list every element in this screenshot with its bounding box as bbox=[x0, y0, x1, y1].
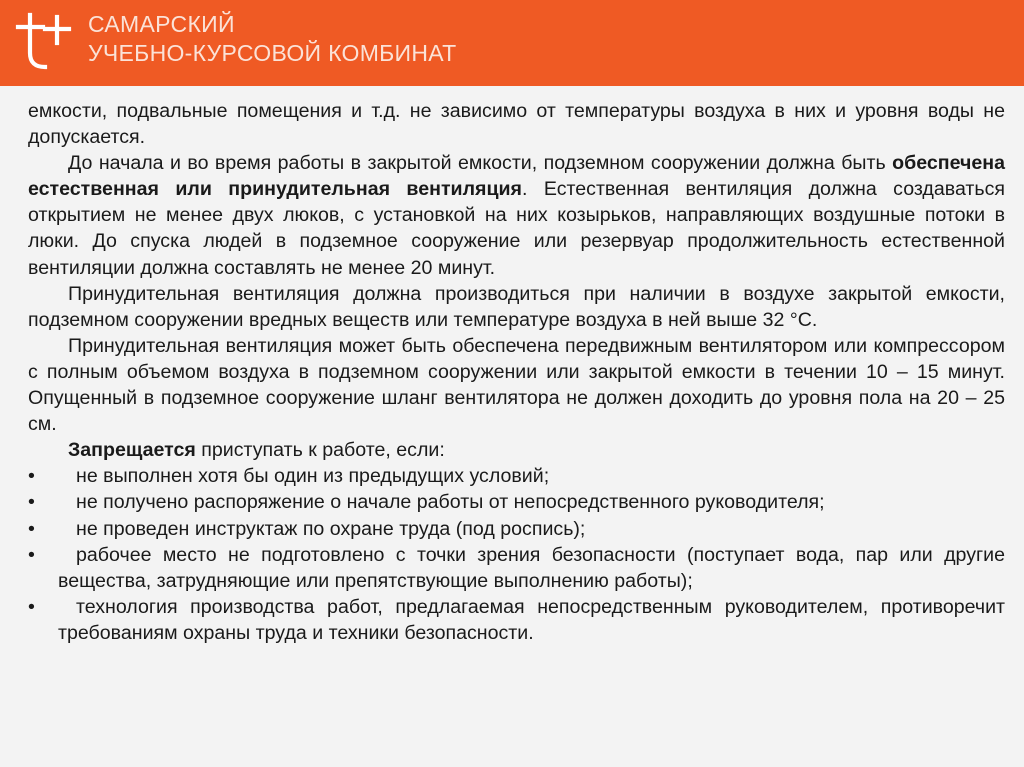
paragraph-2-start: До начала и во время работы в закрытой емкости, подземном сооружении должна быть bbox=[68, 152, 893, 175]
list-item-text: не проведен инструктаж по охране труда (под роспись); bbox=[76, 517, 586, 540]
paragraph-3: Принудительная вентиляция должна производиться при наличии в воздухе закрытой емкости, подземном сооружении вредных веществ или температуре воздуха в ней выше 32 °С. bbox=[28, 282, 1005, 331]
list-item bbox=[28, 542, 1005, 594]
bullet-icon: • bbox=[28, 595, 35, 618]
brand-name bbox=[88, 10, 456, 68]
tt-cross-logo-icon bbox=[12, 9, 74, 75]
list-item-text: рабочее место не подготовлено с точки зрения безопасности (поступает вода, пар или другие вещества, затрудняющие или препятствующие выполнению работы); bbox=[58, 543, 1005, 592]
bullet-icon: • bbox=[28, 465, 35, 488]
paragraph-1: емкости, подвальные помещения и т.д. не зависимо от температуры воздуха в них и уровня воды не допускается. bbox=[28, 100, 1005, 149]
list-item-text: не выполнен хотя бы один из предыдущих условий; bbox=[76, 465, 550, 488]
list-item bbox=[28, 489, 1005, 515]
list-item bbox=[28, 594, 1005, 646]
prohibition-keyword: Запрещается bbox=[68, 439, 196, 462]
prohibition-intro bbox=[28, 437, 1005, 463]
bullet-icon: • bbox=[28, 491, 35, 514]
prohibition-list bbox=[28, 463, 1005, 646]
bullet-icon: • bbox=[28, 517, 35, 540]
list-item-text: технология производства работ, предлагаемая непосредственным руководителем, противоречит требованиям охраны труда и техники безопасности. bbox=[58, 595, 1005, 644]
brand-line-2: УЧЕБНО-КУРСОВОЙ КОМБИНАТ bbox=[88, 40, 457, 66]
paragraph-2-emphasis: обеспечена естественная или принудительная вентиляция bbox=[28, 152, 1005, 201]
paragraph-2-end: . Естественная вентиляция должна создаваться открытием не менее двух люков, с установкой на них козырьков, направляющих воздушные потоки в люки. До спуска людей в подземное сооружение или резервуар продолжительность естественной вентиляции должна составлять не менее 20 минут. bbox=[28, 178, 1005, 279]
list-item bbox=[28, 463, 1005, 489]
paragraph-4: Принудительная вентиляция может быть обеспечена передвижным вентилятором или компрессором с полным объемом воздуха в подземном сооружении или закрытой емкости в течении 10 – 15 минут. Опущенный в подземное сооружение шланг вентилятора не должен доходить до уровня пола на 20 – 25 см. bbox=[28, 334, 1005, 436]
prohibition-text: приступать к работе, если: bbox=[195, 439, 445, 462]
brand-line-1: САМАРСКИЙ bbox=[88, 11, 235, 37]
document-body bbox=[28, 98, 1005, 646]
list-item bbox=[28, 516, 1005, 542]
list-item-text: не получено распоряжение о начале работы от непосредственного руководителя; bbox=[76, 491, 825, 514]
bullet-icon: • bbox=[28, 543, 35, 566]
paragraph-2 bbox=[28, 150, 1005, 280]
header-bar bbox=[0, 0, 1024, 86]
